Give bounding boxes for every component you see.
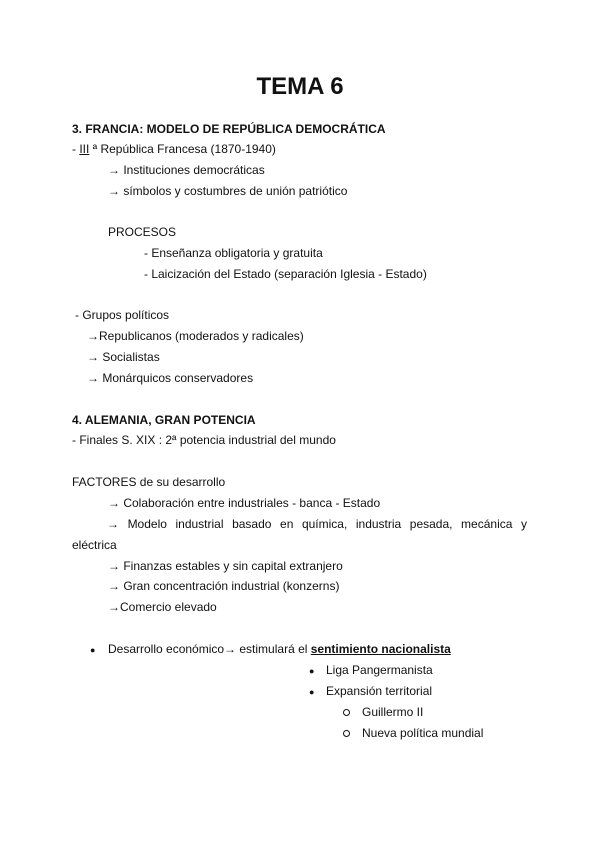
factor-item: →Comercio elevado: [108, 600, 217, 614]
sub-sub-bullet-item: Nueva política mundial: [362, 726, 484, 740]
procesos-label: PROCESOS: [108, 225, 177, 239]
roman-numeral-underlined: III: [79, 142, 90, 156]
factor-item: → Finanzas estables y sin capital extranjero: [108, 559, 343, 573]
word: industrial: [175, 517, 224, 531]
section-heading-francia: 3. FRANCIA: MODELO DE REPÚBLICA DEMOCRÁTICA: [72, 122, 386, 136]
circle-bullet-icon: [343, 730, 350, 737]
bullet-icon: ●: [90, 645, 96, 655]
procesos-item: - Enseñanza obligatoria y gratuita: [144, 246, 323, 260]
grupos-item: → Monárquicos conservadores: [87, 371, 254, 385]
word: mecánica: [461, 517, 513, 531]
bullet-text: Desarrollo económico→ estimulará el: [108, 642, 311, 656]
bullet-icon: ●: [309, 666, 315, 676]
grupos-item: →Republicanos (moderados y radicales): [87, 329, 304, 343]
factor-item-justified: [107, 517, 527, 531]
grupos-item: → Socialistas: [87, 350, 160, 364]
procesos-item: - Laicización del Estado (separación Iglesia - Estado): [144, 267, 427, 281]
word: pesada,: [409, 517, 453, 531]
word: industria: [355, 517, 402, 531]
dash-prefix: -: [72, 142, 80, 156]
word: basado: [232, 517, 272, 531]
word: y: [520, 517, 527, 531]
section-heading-alemania: 4. ALEMANIA, GRAN POTENCIA: [72, 413, 256, 427]
emphasis-text: sentimiento nacionalista: [310, 642, 451, 656]
word: →: [107, 517, 119, 531]
word: en: [280, 517, 294, 531]
word: química,: [301, 517, 348, 531]
page-title: TEMA 6: [256, 73, 344, 100]
finales-line: - Finales S. XIX : 2ª potencia industrial del mundo: [72, 433, 336, 447]
republic-text: ª República Francesa (1870-1940): [89, 142, 276, 156]
sub-bullet-item: Liga Pangermanista: [326, 663, 433, 677]
factor-item: → Gran concentración industrial (konzerns): [108, 579, 340, 593]
sub-sub-bullet-item: Guillermo II: [362, 705, 424, 719]
word: Modelo: [127, 517, 167, 531]
factores-label: FACTORES de su desarrollo: [72, 475, 226, 489]
grupos-label: - Grupos políticos: [75, 308, 170, 322]
arrow-item: → símbolos y costumbres de unión patriótico: [108, 184, 348, 198]
bullet-item: [108, 642, 451, 656]
circle-bullet-icon: [343, 709, 350, 716]
factor-item: → Colaboración entre industriales - banca - Estado: [108, 496, 381, 510]
republic-line: [72, 142, 276, 156]
bullet-icon: ●: [309, 687, 315, 697]
arrow-item: → Instituciones democráticas: [108, 163, 265, 177]
factor-item-continuation: eléctrica: [72, 538, 117, 552]
sub-bullet-item: Expansión territorial: [326, 684, 433, 698]
